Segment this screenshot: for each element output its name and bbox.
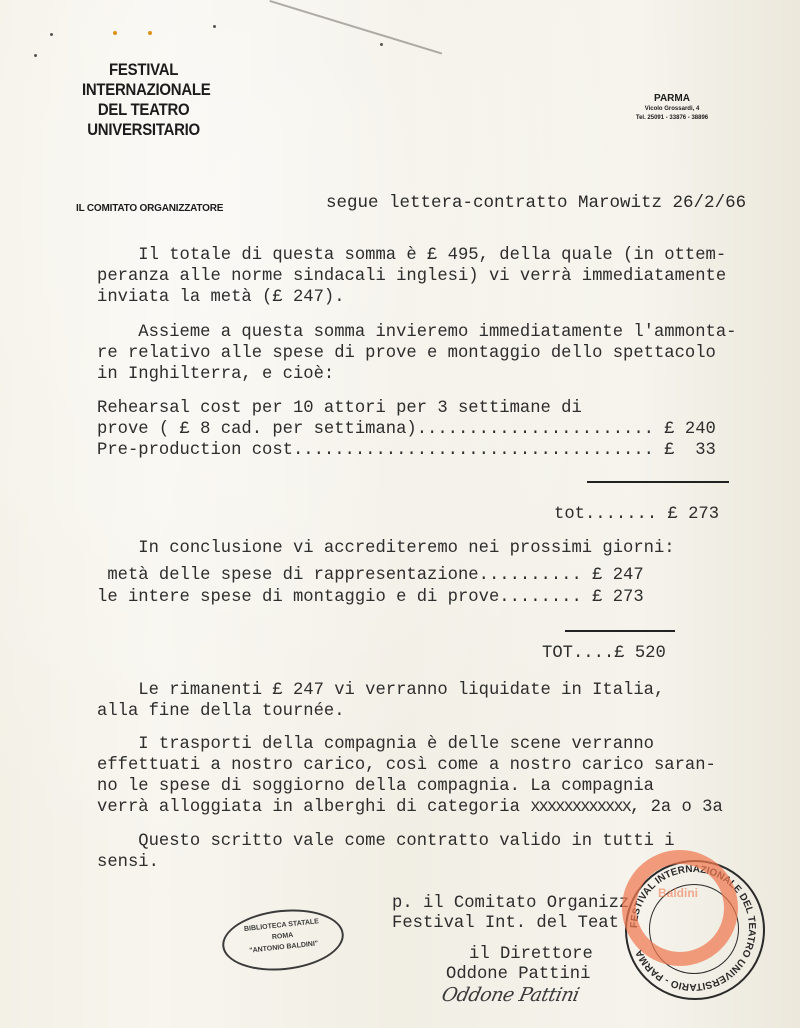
committee-label: IL COMITATO ORGANIZZATORE bbox=[76, 203, 224, 214]
stamp-text: BIBLIOTECA STATALE bbox=[243, 918, 320, 933]
body-text: verrà alloggiata in alberghi di categoria bbox=[97, 798, 531, 817]
body-line: I trasporti della compagnia è delle scene verranno bbox=[97, 735, 654, 754]
library-stamp bbox=[219, 904, 347, 976]
body-line: effettuati a nostro carico, così come a nostro carico saran- bbox=[97, 756, 716, 775]
body-line: peranza alle norme sindacali inglesi) vi verrà immediatamente bbox=[97, 267, 727, 286]
stamp-text: "ANTONIO BALDINI" bbox=[249, 940, 319, 955]
cost-line: prove ( £ 8 cad. per settimana)....................... £ 240 bbox=[97, 420, 716, 439]
cost-line: Pre-production cost................................... £ 33 bbox=[97, 441, 716, 460]
stamp-logo-text: Baldini bbox=[658, 886, 699, 900]
handwritten-signature: Oddone Pattini bbox=[439, 984, 582, 1006]
address-city: PARMA bbox=[654, 93, 690, 104]
body-line bbox=[97, 797, 723, 819]
letterhead-line: FESTIVAL bbox=[109, 60, 179, 79]
body-line: alla fine della tournée. bbox=[97, 702, 345, 721]
body-line: inviata la metà (£ 247). bbox=[97, 288, 345, 307]
body-line: Le rimanenti £ 247 vi verranno liquidate in Italia, bbox=[97, 681, 665, 700]
director-title: il Direttore bbox=[469, 945, 593, 964]
total-line: TOT....£ 520 bbox=[542, 644, 666, 663]
body-line: re relativo alle spese di prove e montaggio dello spettacolo bbox=[97, 344, 716, 363]
credit-line: metà delle spese di rappresentazione.......... £ 247 bbox=[97, 566, 644, 585]
dust-dot bbox=[213, 25, 216, 28]
stamp-text: ROMA bbox=[271, 931, 294, 942]
letterhead-address bbox=[612, 93, 732, 123]
body-line: Assieme a questa somma invieremo immediatamente l'ammonta- bbox=[97, 323, 737, 342]
closing-line: Festival Int. del Teat bbox=[392, 914, 619, 933]
body-line: Il totale di questa somma è £ 495, della quale (in ottem- bbox=[97, 246, 727, 265]
total-rule bbox=[565, 630, 675, 632]
letterhead-title bbox=[82, 60, 211, 140]
letterhead-line: DEL TEATRO bbox=[97, 100, 190, 119]
body-line: sensi. bbox=[97, 853, 159, 872]
letter-reference: segue lettera-contratto Marowitz 26/2/66 bbox=[326, 193, 747, 213]
closing-line: p. il Comitato Organizz bbox=[392, 894, 630, 913]
credit-line: le intere spese di montaggio e di prove........ £ 273 bbox=[97, 588, 644, 607]
ink-speck bbox=[113, 31, 117, 35]
dust-dot bbox=[50, 33, 53, 36]
paper-crease bbox=[269, 0, 442, 55]
body-line: no le spese di soggiorno della compagnia. La compagnia bbox=[97, 777, 654, 796]
letterhead-line: INTERNAZIONALE bbox=[82, 80, 211, 99]
address-phone: Tel. 25091 - 33876 - 38896 bbox=[635, 115, 709, 121]
ink-speck bbox=[148, 31, 152, 35]
cost-line: Rehearsal cost per 10 attori per 3 settimane di bbox=[97, 399, 582, 418]
body-line: In conclusione vi accrediteremo nei prossimi giorni: bbox=[97, 539, 675, 558]
dust-dot bbox=[34, 54, 37, 57]
svg-text:FESTIVAL INTERNAZIONALE DEL TE: FESTIVAL INTERNAZIONALE DEL TEATRO UNIVERSITARIO - PARMA bbox=[628, 863, 758, 993]
dust-dot bbox=[380, 43, 383, 46]
struck-text: xxxxxxxxxxxx bbox=[530, 798, 630, 817]
body-line: Questo scritto vale come contratto valido in tutti i bbox=[97, 832, 675, 851]
subtotal-rule bbox=[587, 481, 729, 483]
orange-logo-stamp bbox=[622, 850, 738, 966]
subtotal-line: tot....... £ 273 bbox=[554, 505, 720, 524]
body-text: , 2a o 3a bbox=[629, 798, 723, 817]
body-line: in Inghilterra, e cioè: bbox=[97, 365, 335, 384]
letterhead-line: UNIVERSITARIO bbox=[87, 120, 200, 139]
director-name: Oddone Pattini bbox=[446, 965, 591, 984]
address-street: Vicolo Grossardi, 4 bbox=[644, 106, 700, 112]
